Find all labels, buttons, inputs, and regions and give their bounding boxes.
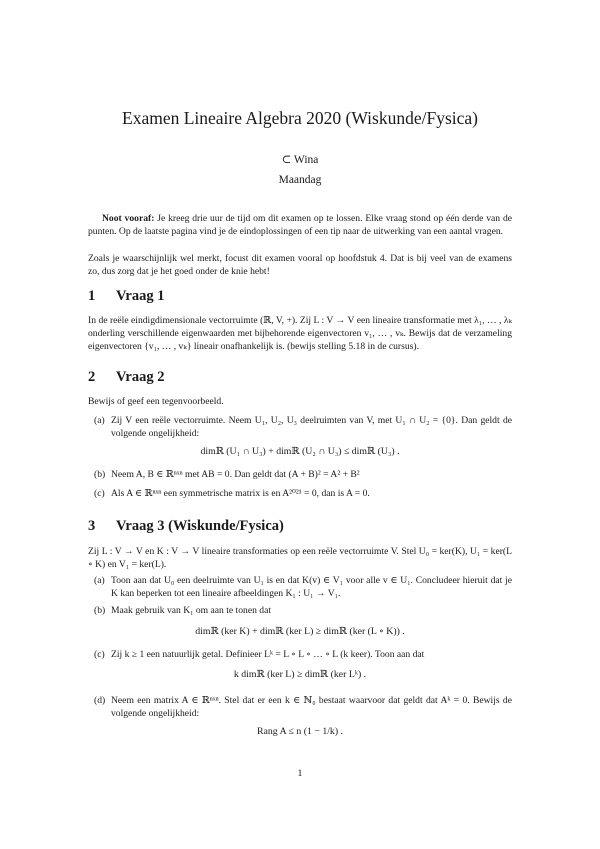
item-label: (b) bbox=[94, 605, 106, 616]
question-2c bbox=[88, 487, 512, 500]
question-3c bbox=[88, 648, 512, 661]
section-title: Vraag 3 (Wiskunde/Fysica) bbox=[116, 518, 284, 534]
item-label: (d) bbox=[94, 695, 106, 706]
question-3a bbox=[88, 574, 512, 600]
section-number: 3 bbox=[88, 518, 96, 534]
item-label: (c) bbox=[94, 488, 105, 499]
item-text: Maak gebruik van K₁ om aan te tonen dat bbox=[111, 605, 271, 616]
note-text-1: Je kreeg drie uur de tijd om dit examen op te lossen. Elke vraag stond op één derde van de punten. Op de laatste pagina vind je de eindoplossingen of een tip naar de uitwerking van een aantal vragen. bbox=[88, 213, 513, 238]
note-label: Noot vooraf: bbox=[102, 213, 155, 224]
date: Maandag bbox=[278, 174, 322, 186]
equation-3c: k dimℝ (ker L) ≥ dimℝ (ker Lᵏ) . bbox=[233, 669, 367, 680]
item-label: (a) bbox=[94, 415, 105, 426]
question-2a bbox=[88, 414, 512, 440]
section-number: 1 bbox=[88, 288, 96, 304]
item-label: (b) bbox=[94, 469, 106, 480]
question-1-text: In de reële eindigdimensionale vectorruimte (ℝ, V, +). Zij L : V → V een lineaire transformatie met λ₁, … , λₖ onderling verschillende eigenwaarden met bijbehorende eigenvectoren v₁, … , vₖ. Bewijs dat de verzameling eigenvectoren {v₁, … , vₖ} lineair onafhankelijk is. (bewijs stelling 5.18 in de cursus). bbox=[88, 315, 512, 353]
section-number: 2 bbox=[88, 369, 96, 385]
section-heading-2 bbox=[88, 369, 164, 386]
question-3d bbox=[88, 694, 512, 720]
item-text: Als A ∈ ℝⁿˣⁿ een symmetrische matrix is en A²⁰²¹ = 0, dan is A = 0. bbox=[111, 488, 370, 499]
page-number: 1 bbox=[297, 768, 303, 779]
section-title: Vraag 1 bbox=[116, 288, 165, 304]
equation-3b: dimℝ (ker K) + dimℝ (ker L) ≥ dimℝ (ker (L ∘ K)) . bbox=[195, 626, 405, 637]
document-title: Examen Lineaire Algebra 2020 (Wiskunde/Fysica) bbox=[122, 108, 478, 128]
item-label: (c) bbox=[94, 649, 105, 660]
question-3-intro: Zij L : V → V en K : V → V lineaire transformaties op een reële vectorruimte V. Stel U₀ = ker(K), U₁ = ker(L ∘ K) en V₁ = ker(L). bbox=[88, 546, 512, 571]
equation-2a: dimℝ (U₁ ∩ U₃) + dimℝ (U₂ ∩ U₃) ≤ dimℝ (U₃) . bbox=[200, 446, 400, 457]
item-text: Neem A, B ∈ ℝⁿˣⁿ met AB = 0. Dan geldt dat (A + B)² = A² + B² bbox=[111, 469, 360, 480]
equation-3d: Rang A ≤ n (1 − 1/k) . bbox=[256, 726, 343, 737]
question-2b bbox=[88, 468, 512, 481]
item-text: Toon aan dat U₀ een deelruimte van U₁ is en dat K(v) ∈ V₁ voor alle v ∈ U₁. Concludeer hieruit dat je K kan beperken tot een lineaire afbeeldingen K₁ : U₁ → V₁. bbox=[111, 575, 512, 600]
question-3b bbox=[88, 604, 512, 617]
note-paragraph-2: Zoals je waarschijnlijk wel merkt, focust dit examen vooral op hoofdstuk 4. Dat is bij veel van de examens zo, dus zorg dat je het goed onder de knie hebt! bbox=[88, 253, 512, 278]
item-text: Zij V een reële vectorruimte. Neem U₁, U₂, U₃ deelruimten van V, met U₁ ∩ U₂ = {0}. Dan geldt de volgende ongelijkheid: bbox=[111, 415, 512, 440]
question-2-intro: Bewijs of geef een tegenvoorbeeld. bbox=[88, 396, 224, 407]
section-heading-3 bbox=[88, 518, 284, 535]
item-label: (a) bbox=[94, 575, 105, 586]
section-title: Vraag 2 bbox=[116, 369, 165, 385]
author: ⊂ Wina bbox=[281, 154, 319, 166]
note-paragraph bbox=[88, 212, 512, 238]
section-heading-1 bbox=[88, 288, 164, 305]
item-text: Neem een matrix A ∈ ℝⁿˣⁿ. Stel dat er een k ∈ ℕ₀ bestaat waarvoor dat geldt dat Aᵏ = 0. Bewijs de volgende ongelijkheid: bbox=[111, 695, 512, 720]
item-text: Zij k ≥ 1 een natuurlijk getal. Definieer Lᵏ = L ∘ L ∘ … ∘ L (k keer). Toon aan dat bbox=[111, 649, 425, 660]
